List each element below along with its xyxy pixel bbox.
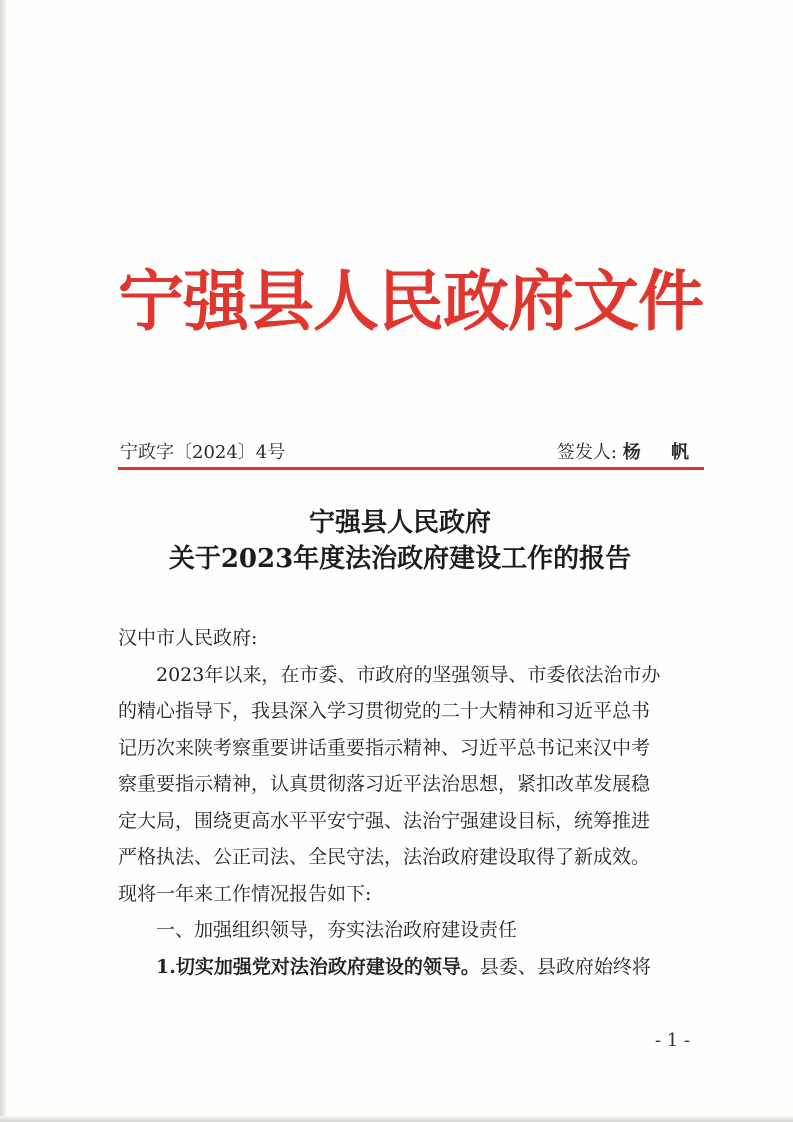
page-number: - 1 - xyxy=(655,1030,691,1051)
signer xyxy=(557,438,701,464)
paragraph-line: 记历次来陕考察重要讲话重要指示精神、习近平总书记来汉中考 xyxy=(118,736,651,759)
paragraph-line: 的精心指导下，我县深入学习贯彻党的二十大精神和习近平总书 xyxy=(118,700,651,722)
paragraph-line: 察重要指示精神，认真贯彻落习近平法治思想，紧扣改革发展稳 xyxy=(118,773,651,795)
report-title xyxy=(100,505,700,577)
paragraph-line: 现将一年来工作情况报告如下: xyxy=(118,882,372,905)
item-heading: 1.切实加强党对法治政府建设的领导。 xyxy=(156,955,480,978)
paragraph-line: 2023年以来，在市委、市政府的坚强领导、市委依法治市办 xyxy=(156,663,661,686)
signer-name: 杨 帆 xyxy=(622,442,701,463)
document-number: 宁政字〔2024〕4号 xyxy=(120,442,286,463)
report-title-line1: 宁强县人民政府 xyxy=(308,508,491,538)
paragraph-line: 严格执法、公正司法、全民守法，法治政府建设取得了新成效。 xyxy=(118,846,651,868)
scan-bottom-edge xyxy=(0,1116,793,1122)
scan-left-edge xyxy=(0,0,6,1122)
item-paragraph xyxy=(118,949,708,986)
salutation: 汉中市人民政府: xyxy=(118,627,258,649)
section-heading: 一、加强组织领导，夯实法治政府建设责任 xyxy=(156,919,518,941)
report-body xyxy=(118,620,708,985)
signer-label: 签发人: xyxy=(556,442,617,463)
item-text: 县委、县政府始终将 xyxy=(479,955,651,978)
red-separator-line xyxy=(118,467,704,470)
report-title-line2: 关于2023年度法治政府建设工作的报告 xyxy=(168,544,632,574)
document-header-title: 宁强县人民政府文件 xyxy=(118,262,703,340)
paragraph-line: 定大局，围绕更高水平平安宁强、法治宁强建设目标，统筹推进 xyxy=(118,809,651,832)
